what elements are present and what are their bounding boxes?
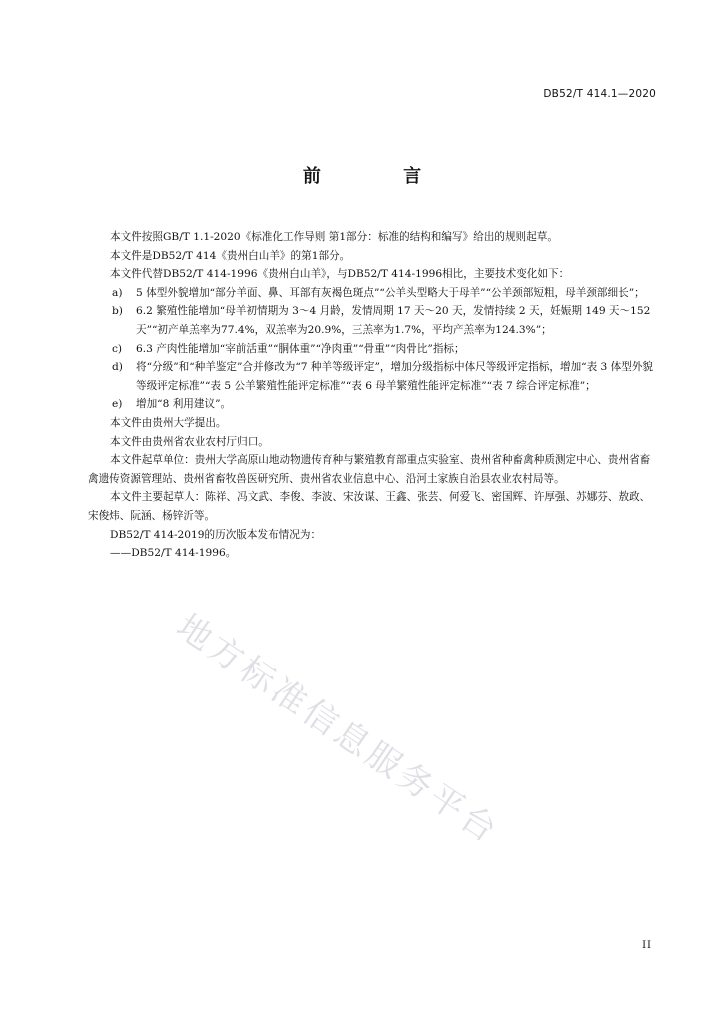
- list-item: [88, 358, 658, 395]
- paragraph-drafting-rules: 本文件按照GB/T 1.1-2020《标准化工作导则 第1部分：标准的结构和编写》给出的规则起草。: [110, 231, 558, 243]
- foreword-body: [88, 228, 658, 563]
- list-item-text: 5 体型外貌增加“部分羊面、鼻、耳部有灰褐色斑点”“公羊头型略大于母羊”“公羊颈部短粗，母羊颈部细长”；: [136, 286, 645, 299]
- paragraph-history-item: ——DB52/T 414-1996。: [110, 547, 237, 560]
- list-item-marker: e): [112, 398, 123, 411]
- standard-code: DB52/T 414.1—2020: [543, 88, 656, 100]
- list-item-text: 6.2 繁殖性能增加“母羊初情期为 3～4 月龄，发情周期 17 天～20 天，发情持续 2 天，妊娠期 149 天～152 天”“初产单羔率为77.4%，双羔率为20.9%，三羔率为1.7%，平均产羔率为124.3%”；: [136, 305, 651, 336]
- page-number: II: [642, 940, 652, 951]
- list-item: [88, 302, 658, 339]
- list-item: [88, 284, 658, 303]
- list-item-text: 增加“8 利用建议”。: [136, 398, 232, 411]
- list-item-marker: b): [112, 305, 123, 318]
- watermark: 地方标准信息服务平台: [169, 606, 507, 853]
- page-title: 前 言: [302, 166, 460, 187]
- paragraph-centralized: 本文件由贵州省农业农村厅归口。: [110, 435, 269, 448]
- paragraph-part-info: 本文件是DB52/T 414《贵州白山羊》的第1部分。: [110, 249, 351, 262]
- list-item: [88, 340, 658, 359]
- list-item-marker: d): [112, 361, 123, 374]
- list-item-text: 将“分级”和“种羊鉴定”合并修改为“7 种羊等级评定”，增加分级指标中体尺等级评定指标，增加“表 3 体型外貌等级评定标准”“表 5 公羊繁殖性能评定标准”“表 6 母羊繁殖性能评定标准”“表 7 综合评定标准”；: [136, 361, 654, 392]
- list-item-text: 6.3 产肉性能增加“宰前活重”“胴体重”“净肉重”“骨重”“肉骨比”指标；: [136, 342, 465, 355]
- list-item: [88, 395, 658, 414]
- paragraph-drafters: 本文件主要起草人：陈祥、冯文武、李俊、李波、宋汝谋、王鑫、张芸、何爱飞、密国辉、许厚强、苏娜芬、敖政、宋俊炜、阮涵、杨锌沂等。: [88, 491, 651, 522]
- paragraph-replaces: 本文件代替DB52/T 414-1996《贵州白山羊》，与DB52/T 414-1996相比，主要技术变化如下：: [110, 268, 570, 281]
- paragraph-drafting-units: 本文件起草单位：贵州大学高原山地动物遗传育种与繁殖教育部重点实验室、贵州省种畜禽种质测定中心、贵州省畜禽遗传资源管理站、贵州省畜牧兽医研究所、贵州省农业信息中心、沿河土家族自治县农业农村局等。: [88, 454, 651, 485]
- list-item-marker: c): [112, 342, 123, 355]
- paragraph-history: DB52/T 414-2019的历次版本发布情况为：: [110, 528, 322, 541]
- list-item-marker: a): [112, 286, 123, 299]
- paragraph-proposer: 本文件由贵州大学提出。: [110, 416, 227, 429]
